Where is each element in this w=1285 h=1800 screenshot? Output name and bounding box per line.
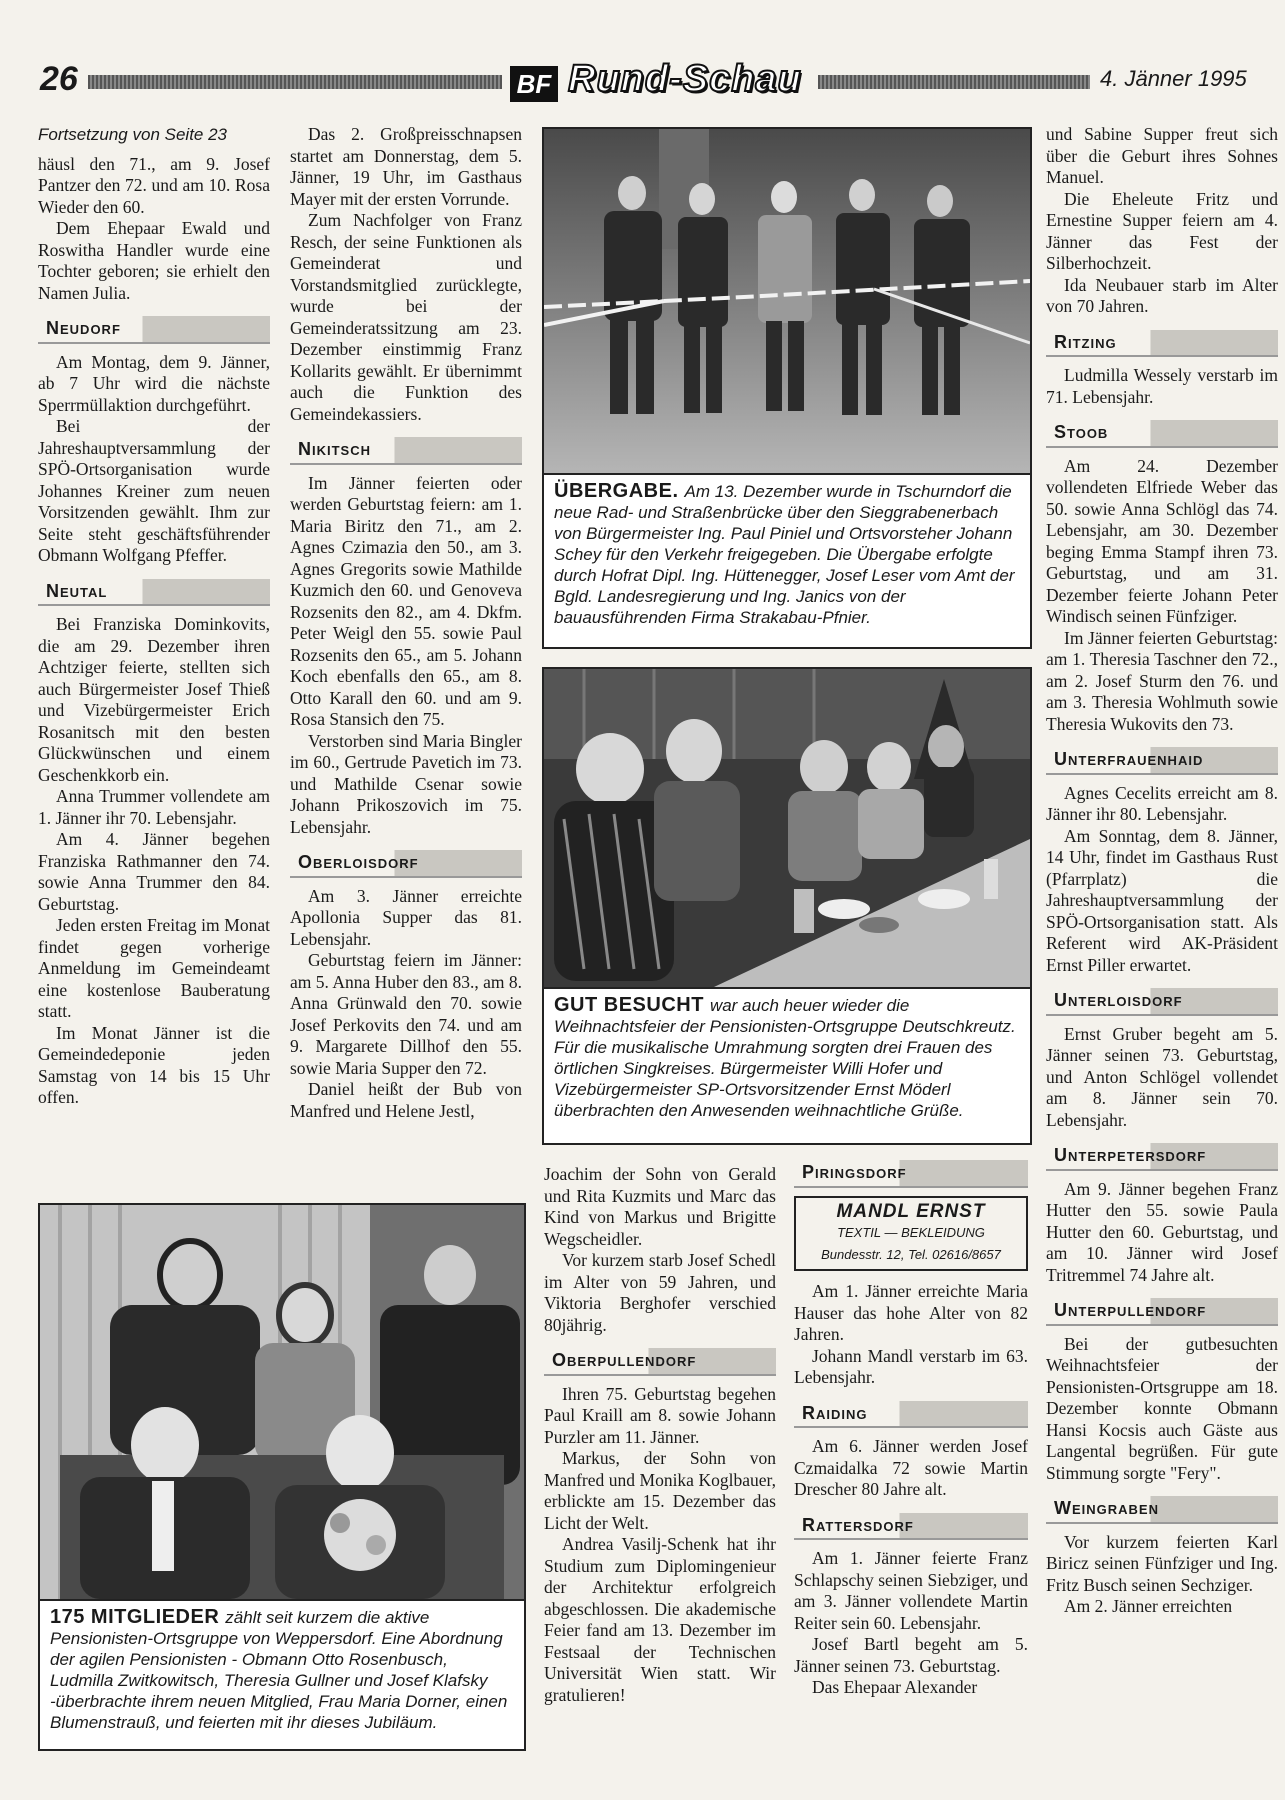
paragraph: Ihren 75. Geburtstag begehen Paul Kraill am 8. sowie Johann Purzler am 11. Jänner. xyxy=(544,1383,776,1447)
issue-date: 4. Jänner 1995 xyxy=(1100,66,1247,91)
paragraph: Zum Nachfolger von Franz Resch, der seine Funktionen als Gemeinderat und Vorstandsmitglied zurücklegte, wurde bei der Gemeinderatssitzung am 23. Dezember einstimmig Franz Kollarits gewählt. Er übernimmt auch die Funktion des Gemeindekassiers. xyxy=(290,210,522,424)
page-number: 26 xyxy=(40,60,78,98)
publication-logo: BF xyxy=(510,66,558,102)
paragraph: Daniel heißt der Bub von Manfred und Helene Jestl, xyxy=(290,1079,522,1121)
photo-pensioners-group xyxy=(38,1203,526,1751)
paragraph: Ida Neubauer starb im Alter von 70 Jahren. xyxy=(1046,274,1278,316)
christmas-party-image xyxy=(544,669,1030,987)
paragraph: Vor kurzem feierten Karl Biricz seinen Fünfziger und Ing. Fritz Busch seinen Sechziger. xyxy=(1046,1531,1278,1595)
paragraph: Am 4. Jänner begehen Franziska Rathmanner den 74. sowie Anna Trummer den 84. Geburtstag. xyxy=(38,829,270,914)
paragraph: Im Jänner feierten Geburtstag: am 1. Theresia Taschner den 72., am 2. Josef Sturm den 76. und am 3. Theresia Wohlmuth sowie Theresia Wukovits den 73. xyxy=(1046,627,1278,734)
section-heading-rattersdorf: Rattersdorf xyxy=(794,1513,1028,1541)
paragraph: Die Eheleute Fritz und Ernestine Supper feiern am 4. Jänner das Fest der Silberhochzeit. xyxy=(1046,188,1278,273)
caption-text: zählt seit kurzem die aktive Pensionisten-Ortsgruppe von Weppersdorf. Eine Abordnung der agilen Pensionisten - Obmann Otto Rosenbusch, Ludmilla Zwitkowitsch, Theresia Gullner und Josef Klafsky -überbrachte ihrem neuen Mitglied, Frau Maria Dorner, einen Blumenstrauß, und feierten mit ihr dieses Jubiläum. xyxy=(50,1608,508,1732)
paragraph: Am 1. Jänner feierte Franz Schlapschy seinen Siebziger, und am 3. Jänner vollendete Martin Reiter sein 60. Lebensjahr. xyxy=(794,1548,1028,1633)
section-heading-nikitsch: Nikitsch xyxy=(290,437,522,465)
paragraph: Joachim der Sohn von Gerald und Rita Kuzmits und Marc das Kind von Markus und Brigitte Wegscheidler. xyxy=(544,1164,776,1249)
bridge-opening-image xyxy=(544,129,1030,473)
paragraph: Bei der gutbesuchten Weihnachtsfeier der Pensionisten-Ortsgruppe am 18. Dezember konnte Obmann Hansi Kocsis auch Gäste aus Langental begrüßen. Für gute Stimmung sorgte "Fery". xyxy=(1046,1333,1278,1483)
paragraph: und Sabine Supper freut sich über die Geburt ihres Sohnes Manuel. xyxy=(1046,124,1278,187)
column-4-lower xyxy=(794,1160,1028,1699)
continuation-note: Fortsetzung von Seite 23 xyxy=(38,125,228,144)
paragraph: Josef Bartl begeht am 5. Jänner seinen 73. Geburtstag. xyxy=(794,1634,1028,1676)
paragraph: Agnes Cecelits erreicht am 8. Jänner ihr 80. Lebensjahr. xyxy=(1046,782,1278,824)
paragraph: Markus, der Sohn von Manfred und Monika Koglbauer, erblickte am 15. Dezember das Licht der Welt. xyxy=(544,1448,776,1533)
section-heading-unterpullendorf: Unterpullendorf xyxy=(1046,1298,1278,1326)
paragraph: Jeden ersten Freitag im Monat findet gegen vorherige Anmeldung im Gemeindeamt eine kostenlose Bauberatung statt. xyxy=(38,915,270,1021)
paragraph: Andrea Vasilj-Schenk hat ihr Studium zum Diplomingenieur der Architektur erfolgreich abgeschlossen. Die akademische Feier fand am 13. Dezember im Festsaal der Technischen Universität Wien statt. Wir gratulieren! xyxy=(544,1534,776,1705)
paragraph: Bei Franziska Dominkovits, die am 29. Dezember ihren Achtziger feierte, stellten sich auch Bürgermeister Josef Thieß und Vizebürgermeister Erich Rosanitsch mit den besten Glückwünschen und einem Geschenkkorb ein. xyxy=(38,614,270,785)
caption-lead: GUT BESUCHT xyxy=(554,994,704,1016)
section-heading-oberloisdorf: Oberloisdorf xyxy=(290,850,522,878)
ad-address: Bundesstr. 12, Tel. 02616/8657 xyxy=(821,1246,1001,1262)
photo-caption xyxy=(544,473,1030,634)
paragraph: Ludmilla Wessely verstarb im 71. Lebensjahr. xyxy=(1046,365,1278,407)
photo-bridge-opening xyxy=(542,127,1032,649)
section-heading-unterpetersdorf: Unterpetersdorf xyxy=(1046,1143,1278,1171)
ad-business-name: MANDL ERNST xyxy=(836,1200,986,1222)
section-heading-piringsdorf: Piringsdorf xyxy=(794,1160,1028,1188)
paragraph: Das Ehepaar Alexander xyxy=(812,1677,978,1697)
paragraph: Am 6. Jänner werden Josef Czmaidalka 72 sowie Martin Drescher 80 Jahre alt. xyxy=(794,1436,1028,1499)
paragraph: Dem Ehepaar Ewald und Roswitha Handler wurde eine Tochter geboren; sie erhielt den Namen Julia. xyxy=(38,218,270,303)
advertisement-box xyxy=(794,1196,1028,1272)
paragraph: Ernst Gruber begeht am 5. Jänner seinen 73. Geburtstag, und Anton Schlögel vollendet am 8. Jänner sein 70. Lebensjahr. xyxy=(1046,1023,1278,1130)
caption-lead: 175 MITGLIEDER xyxy=(50,1606,220,1628)
paragraph: häusl den 71., am 9. Josef Pantzer den 72. und am 10. Rosa Wieder den 60. xyxy=(38,153,270,217)
paragraph: Geburtstag feiern im Jänner: am 5. Anna Huber den 83., am 8. Anna Grünwald den 70. sowie Josef Perkovits den 74. und am 9. Margarete Dillhof den 55. sowie Maria Supper den 72. xyxy=(290,950,522,1078)
paragraph: Johann Mandl verstarb im 63. Lebensjahr. xyxy=(794,1345,1028,1387)
header-rule-right xyxy=(818,75,1090,89)
section-heading-stoob: Stoob xyxy=(1046,420,1278,448)
caption-lead: ÜBERGABE. xyxy=(554,480,679,502)
paragraph: Vor kurzem starb Josef Schedl im Alter von 59 Jahren, und Viktoria Berghofer verschied 80jährig. xyxy=(544,1250,776,1335)
section-heading-unterfrauenhaid: Unterfrauenhaid xyxy=(1046,747,1278,775)
paragraph: Am Sonntag, dem 8. Jänner, 14 Uhr, findet im Gasthaus Rust (Pfarrplatz) die Jahreshauptversammlung der SPÖ-Ortsorganisation statt. Als Referent wird AK-Präsident Ernst Piller erwartet. xyxy=(1046,825,1278,975)
caption-text: Am 13. Dezember wurde in Tschurndorf die neue Rad- und Straßenbrücke über den Sieggrabenerbach von Bürgermeister Ing. Paul Piniel und Ortsvorsteher Johann Schey für den Verkehr freigegeben. Die Übergabe erfolgte durch Hofrat Dipl. Ing. Hüttenegger, Josef Leser vom Amt der Bgld. Landesregierung und Ing. Janics von der bauausführenden Firma Strakabau-Pfnier. xyxy=(554,482,1015,627)
paragraph: Am 9. Jänner begehen Franz Hutter den 55. sowie Paula Hutter den 60. Geburtstag, und am 10. Jänner wird Josef Tritremmel 74 Jahre alt. xyxy=(1046,1178,1278,1285)
paragraph: Verstorben sind Maria Bingler im 60., Gertrude Pavetich im 73. und Mathilde Csenar sowie Johann Prikoszovich im 75. Lebensjahr. xyxy=(290,730,522,837)
photo-christmas-party xyxy=(542,667,1032,1145)
section-heading-oberpullendorf: Oberpullendorf xyxy=(544,1348,776,1376)
section-heading-raiding: Raiding xyxy=(794,1401,1028,1429)
pensioners-group-image xyxy=(40,1205,524,1599)
photo-caption xyxy=(544,987,1030,1127)
column-3-lower xyxy=(544,1164,776,1706)
paragraph: Am Montag, dem 9. Jänner, ab 7 Uhr wird die nächste Sperrmüllaktion durchgeführt. xyxy=(38,351,270,415)
photo-caption xyxy=(40,1599,524,1739)
header-rule-left xyxy=(88,75,502,89)
column-1 xyxy=(38,124,270,1109)
section-heading-weingraben: Weingraben xyxy=(1046,1496,1278,1524)
paragraph: Im Jänner feierten oder werden Geburtstag feiern: am 1. Maria Biritz den 71., am 2. Agnes Czimazia den 50., am 3. Agnes Gregorits sowie Mathilde Kuzmich den 60. und Genoveva Rozsenits den 82., am 4. Dkfm. Peter Weigl den 55. sowie Paul Rozsenits den 65., am 5. Johann Koch ebenfalls den 65., am 8. Otto Karall den 60. und am 9. Rosa Stansich den 75. xyxy=(290,472,522,729)
paragraph: Am 24. Dezember vollendeten Elfriede Weber das 50. sowie Anna Schlögl das 74. Lebensjahr, am 30. Dezember beging Emma Stampf ihren 73. Geburtstag, und am 31. Dezember feierte Johann Peter Windisch seinen Fünfziger. xyxy=(1046,455,1278,626)
column-2 xyxy=(290,124,522,1122)
column-5 xyxy=(1046,124,1278,1618)
section-heading-neudorf: Neudorf xyxy=(38,316,270,344)
paragraph: Im Monat Jänner ist die Gemeindedeponie jeden Samstag von 14 bis 15 Uhr offen. xyxy=(38,1022,270,1107)
ad-category: TEXTIL — BEKLEIDUNG xyxy=(837,1225,985,1240)
section-heading-ritzing: Ritzing xyxy=(1046,330,1278,358)
paragraph: Am 3. Jänner erreichte Apollonia Supper das 81. Lebensjahr. xyxy=(290,885,522,949)
paragraph: Am 1. Jänner erreichte Maria Hauser das hohe Alter von 82 Jahren. xyxy=(794,1281,1028,1344)
paragraph: Bei der Jahreshauptversammlung der SPÖ-Ortsorganisation wurde Johannes Kreiner zum neuen Vorsitzenden gewählt. Ihm zur Seite steht geschäftsführender Obmann Wolfgang Pfeffer. xyxy=(38,416,270,565)
paragraph: Das 2. Großpreisschnapsen startet am Donnerstag, dem 5. Jänner, 19 Uhr, im Gasthaus Mayer mit der ersten Vorrunde. xyxy=(290,124,522,209)
paragraph: Anna Trummer vollendete am 1. Jänner ihr 70. Lebensjahr. xyxy=(38,786,270,828)
section-heading-neutal: Neutal xyxy=(38,579,270,607)
caption-text: war auch heuer wieder die Weihnachtsfeier der Pensionisten-Ortsgruppe Deutschkreutz. Für die musikalische Umrahmung sorgten drei Frauen des örtlichen Singkreises. Bürgermeister Willi Hofer und Vizebürgermeister SP-Ortsvorsitzender Ernst Möderl überbrachten den Anwesenden weihnachtliche Grüße. xyxy=(554,996,1016,1120)
paragraph: Am 2. Jänner erreichten xyxy=(1064,1596,1233,1616)
section-heading-unterloisdorf: Unterloisdorf xyxy=(1046,988,1278,1016)
section-title: Rund-Schau xyxy=(568,58,802,100)
